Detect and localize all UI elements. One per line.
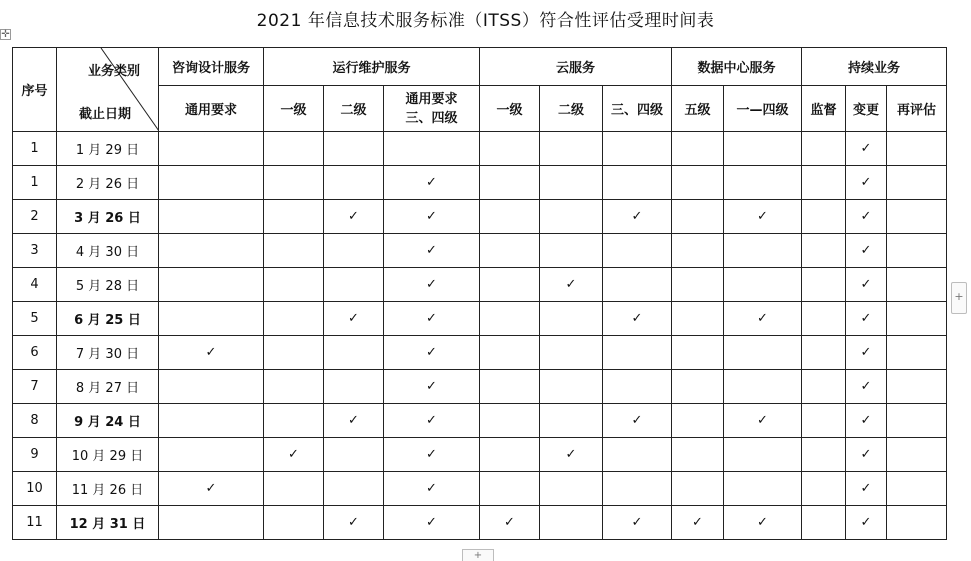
row-seq: 6 <box>13 336 57 370</box>
table-row <box>13 200 947 234</box>
check-mark-icon: ✓ <box>631 413 643 428</box>
cell <box>324 132 384 166</box>
cell <box>264 166 324 200</box>
cell <box>887 438 947 472</box>
cell <box>324 234 384 268</box>
check-mark-icon: ✓ <box>348 413 359 428</box>
row-seq: 5 <box>13 302 57 336</box>
cell <box>603 166 672 200</box>
header-group-operations: 运行维护服务 <box>264 48 480 86</box>
cell <box>324 506 384 540</box>
table-row <box>13 132 947 166</box>
row-seq: 2 <box>13 200 57 234</box>
cell <box>384 268 480 302</box>
cell <box>603 472 672 506</box>
cell <box>846 132 887 166</box>
table-row <box>13 268 947 302</box>
check-mark-icon: ✓ <box>426 175 437 190</box>
cell <box>802 336 846 370</box>
cell <box>384 438 480 472</box>
check-mark-icon: ✓ <box>565 277 577 292</box>
cell <box>540 268 603 302</box>
cell <box>724 268 802 302</box>
cell <box>480 506 540 540</box>
cell <box>324 438 384 472</box>
cell <box>887 200 947 234</box>
cell <box>540 370 603 404</box>
cell <box>672 506 724 540</box>
row-seq: 7 <box>13 370 57 404</box>
cell <box>603 506 672 540</box>
check-mark-icon: ✓ <box>860 447 872 462</box>
cell <box>603 234 672 268</box>
cell <box>480 166 540 200</box>
cell <box>324 302 384 336</box>
cell <box>384 166 480 200</box>
cell <box>384 302 480 336</box>
row-seq: 11 <box>13 506 57 540</box>
table-row <box>13 370 947 404</box>
cell <box>384 336 480 370</box>
check-mark-icon: ✓ <box>860 141 872 156</box>
header-row-groups <box>13 48 947 86</box>
row-deadline: 1 月 29 日 <box>57 132 159 166</box>
check-mark-icon: ✓ <box>631 311 643 326</box>
cell <box>887 302 947 336</box>
cell <box>540 336 603 370</box>
check-mark-icon: ✓ <box>860 175 872 190</box>
cell <box>324 472 384 506</box>
cell <box>887 234 947 268</box>
page-title: 2021 年信息技术服务标准（ITSS）符合性评估受理时间表 <box>256 11 715 31</box>
header-deadline: 截止日期 <box>79 107 132 122</box>
header-group-datacenter: 数据中心服务 <box>672 48 802 86</box>
cell <box>324 200 384 234</box>
cell <box>887 370 947 404</box>
check-mark-icon: ✓ <box>860 243 872 258</box>
row-seq: 4 <box>13 268 57 302</box>
header-sub-dc-level5: 五级 <box>672 86 724 132</box>
cell <box>264 200 324 234</box>
check-mark-icon: ✓ <box>860 311 872 326</box>
cell <box>324 336 384 370</box>
table-row <box>13 404 947 438</box>
cell <box>724 234 802 268</box>
row-deadline: 8 月 27 日 <box>57 370 159 404</box>
row-deadline: 5 月 28 日 <box>57 268 159 302</box>
check-mark-icon: ✓ <box>565 447 577 462</box>
header-diagonal-cell <box>57 48 159 132</box>
cell <box>724 472 802 506</box>
header-sub-ops-level2: 二级 <box>324 86 384 132</box>
cell <box>846 200 887 234</box>
cell <box>159 268 264 302</box>
cell <box>159 336 264 370</box>
check-mark-icon: ✓ <box>757 311 768 326</box>
cell <box>384 370 480 404</box>
cell <box>724 200 802 234</box>
cell <box>724 506 802 540</box>
cell <box>846 370 887 404</box>
cell <box>480 370 540 404</box>
cell <box>672 132 724 166</box>
cell <box>846 506 887 540</box>
header-sub-ops-level1: 一级 <box>264 86 324 132</box>
row-deadline: 12 月 31 日 <box>57 506 159 540</box>
cell <box>480 438 540 472</box>
cell <box>384 200 480 234</box>
check-mark-icon: ✓ <box>426 345 437 360</box>
add-column-plus-icon[interactable]: + <box>951 282 967 314</box>
cell <box>724 166 802 200</box>
header-sub-cloud-level2: 二级 <box>540 86 603 132</box>
cell <box>802 370 846 404</box>
cell <box>724 302 802 336</box>
check-mark-icon: ✓ <box>426 243 437 258</box>
cell <box>802 166 846 200</box>
check-mark-icon: ✓ <box>860 481 872 496</box>
cell <box>846 302 887 336</box>
cell <box>159 200 264 234</box>
cell <box>802 132 846 166</box>
cell <box>802 234 846 268</box>
cell <box>887 404 947 438</box>
check-mark-icon: ✓ <box>426 413 437 428</box>
cell <box>264 472 324 506</box>
cell <box>264 336 324 370</box>
cell <box>887 506 947 540</box>
check-mark-icon: ✓ <box>860 413 872 428</box>
cell <box>672 302 724 336</box>
header-category: 业务类别 <box>87 64 140 79</box>
cell <box>846 472 887 506</box>
table-move-handle-icon[interactable]: ✛ <box>1 29 10 40</box>
cell <box>846 438 887 472</box>
table-row <box>13 166 947 200</box>
cell <box>159 370 264 404</box>
cell <box>672 336 724 370</box>
cell <box>264 234 324 268</box>
cell <box>159 132 264 166</box>
cell <box>802 302 846 336</box>
check-mark-icon: ✓ <box>426 481 437 496</box>
cell <box>540 472 603 506</box>
cell <box>802 438 846 472</box>
cell <box>672 370 724 404</box>
cell <box>264 132 324 166</box>
cell <box>384 472 480 506</box>
header-sub-ops-general-l34: 通用要求 三、四级 <box>384 86 480 132</box>
check-mark-icon: ✓ <box>504 515 515 530</box>
cell <box>324 268 384 302</box>
check-mark-icon: ✓ <box>426 447 437 462</box>
header-sub-cloud-level34: 三、四级 <box>603 86 672 132</box>
row-deadline: 2 月 26 日 <box>57 166 159 200</box>
cell <box>540 132 603 166</box>
header-sub-reassessment: 再评估 <box>887 86 947 132</box>
cell <box>724 336 802 370</box>
header-sub-change: 变更 <box>846 86 887 132</box>
cell <box>802 506 846 540</box>
header-group-consulting: 咨询设计服务 <box>159 48 264 86</box>
cell <box>384 404 480 438</box>
cell <box>603 200 672 234</box>
add-row-plus-icon[interactable]: + <box>462 549 494 561</box>
cell <box>384 506 480 540</box>
check-mark-icon: ✓ <box>757 515 768 530</box>
cell <box>540 302 603 336</box>
check-mark-icon: ✓ <box>348 311 359 326</box>
cell <box>480 132 540 166</box>
check-mark-icon: ✓ <box>692 515 703 530</box>
cell <box>802 268 846 302</box>
row-deadline: 10 月 29 日 <box>57 438 159 472</box>
check-mark-icon: ✓ <box>631 515 643 530</box>
cell <box>802 404 846 438</box>
row-deadline: 9 月 24 日 <box>57 404 159 438</box>
row-deadline: 6 月 25 日 <box>57 302 159 336</box>
cell <box>324 404 384 438</box>
cell <box>384 234 480 268</box>
cell <box>672 438 724 472</box>
cell <box>480 268 540 302</box>
cell <box>603 302 672 336</box>
cell <box>672 404 724 438</box>
row-deadline: 4 月 30 日 <box>57 234 159 268</box>
header-sub-cloud-level1: 一级 <box>480 86 540 132</box>
cell <box>540 438 603 472</box>
cell <box>672 234 724 268</box>
cell <box>264 506 324 540</box>
table-row <box>13 302 947 336</box>
cell <box>540 234 603 268</box>
cell <box>540 166 603 200</box>
cell <box>480 234 540 268</box>
check-mark-icon: ✓ <box>426 277 437 292</box>
cell <box>887 268 947 302</box>
row-deadline: 11 月 26 日 <box>57 472 159 506</box>
cell <box>264 302 324 336</box>
header-group-cloud: 云服务 <box>480 48 672 86</box>
cell <box>159 234 264 268</box>
row-seq: 9 <box>13 438 57 472</box>
cell <box>887 166 947 200</box>
cell <box>802 200 846 234</box>
cell <box>540 404 603 438</box>
cell <box>603 336 672 370</box>
check-mark-icon: ✓ <box>426 515 437 530</box>
cell <box>887 472 947 506</box>
cell <box>724 132 802 166</box>
cell <box>540 506 603 540</box>
cell <box>159 506 264 540</box>
cell <box>603 268 672 302</box>
cell <box>672 200 724 234</box>
cell <box>324 166 384 200</box>
cell <box>159 302 264 336</box>
cell <box>540 200 603 234</box>
cell <box>846 234 887 268</box>
row-deadline: 3 月 26 日 <box>57 200 159 234</box>
cell <box>480 404 540 438</box>
row-seq: 8 <box>13 404 57 438</box>
check-mark-icon: ✓ <box>860 277 872 292</box>
cell <box>672 268 724 302</box>
cell <box>324 370 384 404</box>
cell <box>724 438 802 472</box>
check-mark-icon: ✓ <box>631 209 643 224</box>
cell <box>159 438 264 472</box>
cell <box>480 302 540 336</box>
table-row <box>13 506 947 540</box>
table-row <box>13 234 947 268</box>
cell <box>480 336 540 370</box>
cell <box>724 404 802 438</box>
row-seq: 1 <box>13 132 57 166</box>
table-row <box>13 438 947 472</box>
header-sub-consult-general: 通用要求 <box>159 86 264 132</box>
check-mark-icon: ✓ <box>426 209 437 224</box>
check-mark-icon: ✓ <box>426 311 437 326</box>
header-sub-dc-level1-4: 一—四级 <box>724 86 802 132</box>
cell <box>264 438 324 472</box>
check-mark-icon: ✓ <box>205 345 217 360</box>
check-mark-icon: ✓ <box>860 515 872 530</box>
check-mark-icon: ✓ <box>348 209 359 224</box>
cell <box>672 166 724 200</box>
header-seq: 序号 <box>13 48 57 132</box>
cell <box>887 336 947 370</box>
row-seq: 1 <box>13 166 57 200</box>
cell <box>603 370 672 404</box>
cell <box>264 404 324 438</box>
cell <box>846 336 887 370</box>
cell <box>603 404 672 438</box>
cell <box>264 268 324 302</box>
check-mark-icon: ✓ <box>348 515 359 530</box>
cell <box>846 268 887 302</box>
check-mark-icon: ✓ <box>860 209 872 224</box>
header-sub-supervision: 监督 <box>802 86 846 132</box>
check-mark-icon: ✓ <box>860 379 872 394</box>
cell <box>159 166 264 200</box>
check-mark-icon: ✓ <box>757 413 768 428</box>
check-mark-icon: ✓ <box>860 345 872 360</box>
cell <box>672 472 724 506</box>
row-deadline: 7 月 30 日 <box>57 336 159 370</box>
cell <box>887 132 947 166</box>
header-group-continuous: 持续业务 <box>802 48 947 86</box>
check-mark-icon: ✓ <box>288 447 299 462</box>
row-seq: 10 <box>13 472 57 506</box>
cell <box>846 166 887 200</box>
cell <box>159 404 264 438</box>
cell <box>480 472 540 506</box>
check-mark-icon: ✓ <box>426 379 437 394</box>
cell <box>724 370 802 404</box>
cell <box>264 370 324 404</box>
table-body <box>13 132 947 540</box>
schedule-table <box>12 47 947 540</box>
cell <box>159 472 264 506</box>
table-row <box>13 336 947 370</box>
cell <box>603 438 672 472</box>
check-mark-icon: ✓ <box>757 209 768 224</box>
cell <box>603 132 672 166</box>
row-seq: 3 <box>13 234 57 268</box>
cell <box>480 200 540 234</box>
table-row <box>13 472 947 506</box>
cell <box>846 404 887 438</box>
cell <box>802 472 846 506</box>
cell <box>384 132 480 166</box>
check-mark-icon: ✓ <box>205 481 217 496</box>
